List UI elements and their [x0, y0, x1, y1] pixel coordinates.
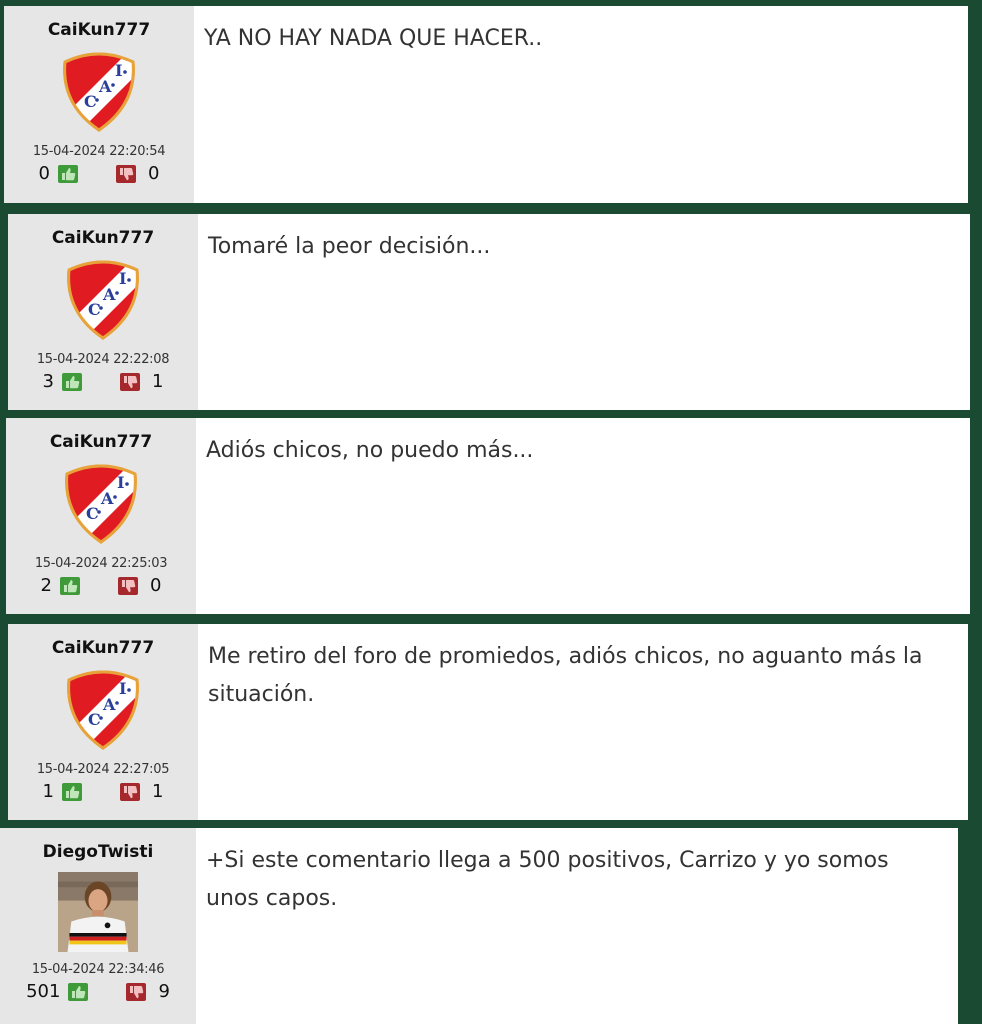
- positive-count: 501: [26, 981, 61, 1002]
- post-timestamp: 15-04-2024 22:25:03: [34, 556, 168, 571]
- post-timestamp: 15-04-2024 22:27:05: [36, 762, 170, 777]
- post-content: [198, 214, 970, 410]
- club-crest-icon[interactable]: [61, 666, 145, 750]
- username-link[interactable]: CaiKun777: [51, 228, 155, 248]
- post-text: YA NO HAY NADA QUE HACER..: [204, 26, 543, 51]
- positive-count: 2: [40, 575, 52, 596]
- post-timestamp: 15-04-2024 22:22:08: [36, 352, 170, 367]
- vote-bar: [39, 163, 160, 184]
- post-author-panel: [4, 6, 194, 203]
- vote-bar: [43, 781, 164, 802]
- post-content: [196, 418, 970, 614]
- post-content: [194, 6, 968, 203]
- forum-post: [8, 214, 970, 410]
- thumb-up-icon[interactable]: [62, 373, 82, 391]
- thumb-up-icon[interactable]: [62, 783, 82, 801]
- post-text: Me retiro del foro de promiedos, adiós chicos, no aguanto más la situación.: [208, 644, 923, 707]
- thumb-down-icon[interactable]: [120, 783, 140, 801]
- post-author-panel: [0, 828, 196, 1024]
- thumb-up-icon[interactable]: [68, 983, 88, 1001]
- post-text: +Si este comentario llega a 500 positivos, Carrizo y yo somos unos capos.: [206, 848, 889, 911]
- post-author-panel: [6, 418, 196, 614]
- thumb-down-icon[interactable]: [116, 165, 136, 183]
- thumb-down-icon[interactable]: [126, 983, 146, 1001]
- thumb-up-icon[interactable]: [60, 577, 80, 595]
- positive-count: 3: [42, 371, 54, 392]
- forum-post: [0, 828, 958, 1024]
- post-author-panel: [8, 624, 198, 820]
- negative-count: 0: [150, 575, 162, 596]
- post-timestamp: 15-04-2024 22:34:46: [31, 962, 165, 977]
- username-link[interactable]: DiegoTwisti: [42, 842, 154, 862]
- forum-post: [6, 418, 970, 614]
- negative-count: 9: [158, 981, 170, 1002]
- club-crest-icon[interactable]: [59, 460, 143, 544]
- post-timestamp: 15-04-2024 22:20:54: [32, 144, 166, 159]
- positive-count: 1: [42, 781, 54, 802]
- forum-post: [4, 6, 968, 203]
- thumb-down-icon[interactable]: [118, 577, 138, 595]
- vote-bar: [26, 981, 170, 1002]
- negative-count: 1: [152, 371, 164, 392]
- thumb-up-icon[interactable]: [58, 165, 78, 183]
- username-link[interactable]: CaiKun777: [51, 638, 155, 658]
- positive-count: 0: [38, 163, 50, 184]
- player-photo[interactable]: [56, 872, 140, 952]
- forum-post: [8, 624, 968, 820]
- club-crest-icon[interactable]: [57, 48, 141, 132]
- post-content: [198, 624, 968, 820]
- negative-count: 1: [152, 781, 164, 802]
- vote-bar: [41, 575, 162, 596]
- vote-bar: [43, 371, 164, 392]
- username-link[interactable]: CaiKun777: [49, 432, 153, 452]
- post-content: [196, 828, 958, 1024]
- negative-count: 0: [148, 163, 160, 184]
- post-author-panel: [8, 214, 198, 410]
- club-crest-icon[interactable]: [61, 256, 145, 340]
- thumb-down-icon[interactable]: [120, 373, 140, 391]
- username-link[interactable]: CaiKun777: [47, 20, 151, 40]
- post-text: Tomaré la peor decisión...: [208, 234, 491, 259]
- post-text: Adiós chicos, no puedo más...: [206, 438, 534, 463]
